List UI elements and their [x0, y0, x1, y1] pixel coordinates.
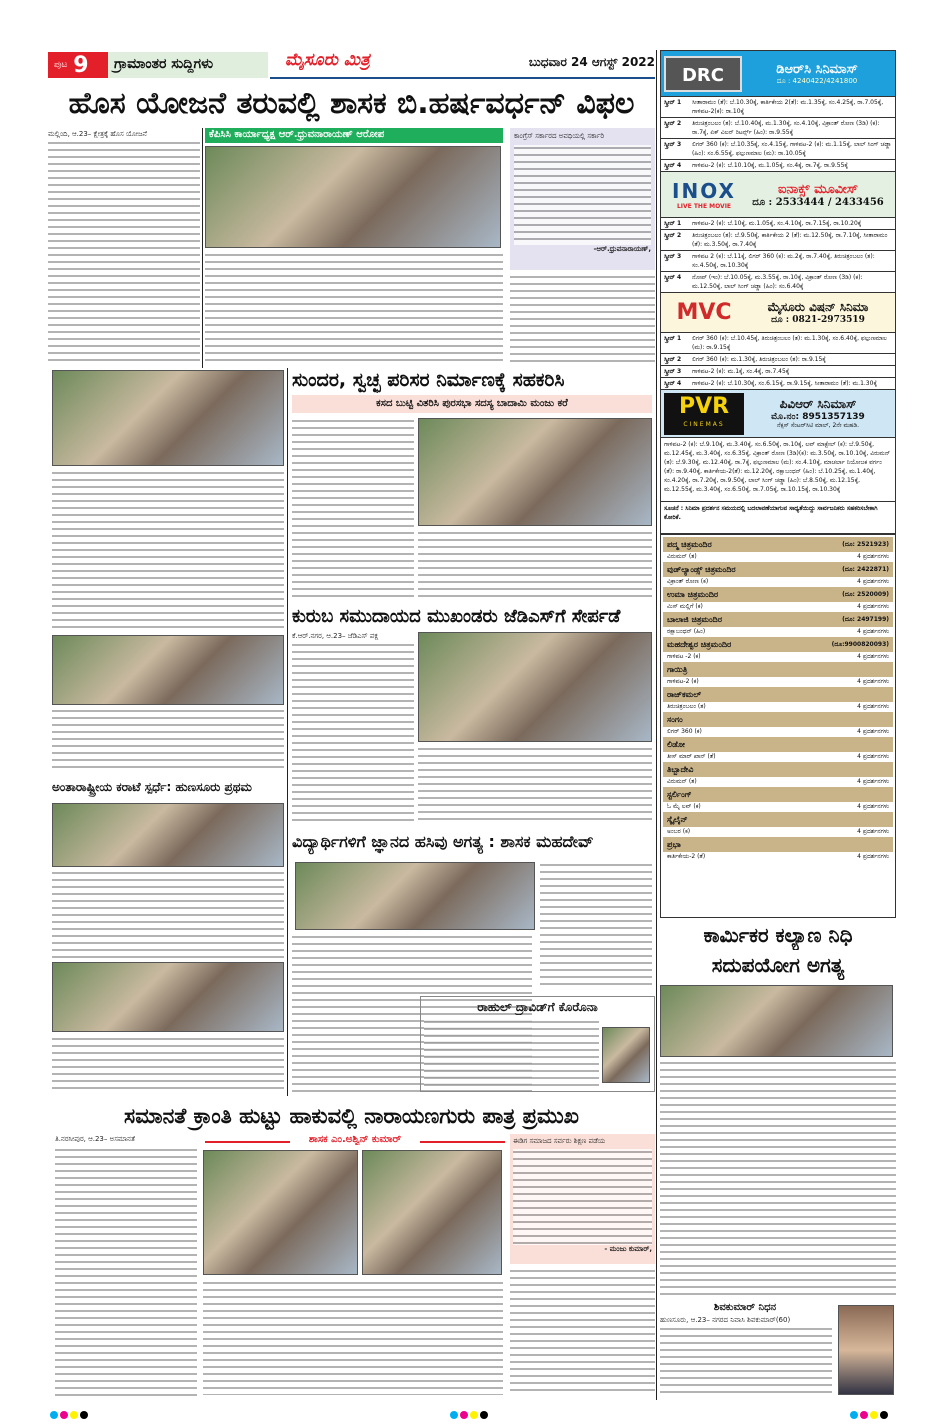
registration-marks: [450, 1404, 490, 1423]
pvr-logo: [664, 393, 744, 435]
theatre-name-band: [663, 787, 893, 802]
screen-label: ಸ್ಕ್ರೀನ್ 3: [664, 253, 682, 260]
rahul-dravid-box: [420, 996, 655, 1092]
article5-body: [540, 862, 652, 990]
obituary-headline: ಶಿವಕುಮಾರ್ ನಿಧನ: [713, 1302, 777, 1313]
theatre-show-row: [663, 577, 893, 587]
screen-label: ಸ್ಕ್ರೀನ್ 1: [664, 220, 682, 227]
article2-subhead: ಕಸದ ಬುಟ್ಟಿ ವಿತರಿಸಿ ಪುರಸಭಾ ಸದಸ್ಯ ಬಾದಾಮಿ ಮಂಜು ಕರೆ: [292, 395, 652, 413]
article3-headline: ಕುರುಬ ಸಮುದಾಯದ ಮುಖಂಡರು ಜೆಡಿಎಸ್‌ಗೆ ಸೇರ್ಪಡೆ: [292, 606, 621, 627]
lead-dateline: ಮಲ್ಲಿಂದಿ, ಆ.23– ಕ್ಷೇತ್ರಕ್ಕೆ ಹೊಸ ಯೋಜನೆ: [48, 130, 147, 138]
theatre-show-row: [663, 777, 893, 787]
show-count: 4 ಪ್ರದರ್ಶನಗಳು: [857, 678, 889, 685]
screen-label: ಸ್ಕ್ರೀನ್ 3: [664, 141, 682, 148]
movie-title: ಓ ಮೈ ಲವ್ (ಕ): [667, 803, 701, 810]
drc-row-4: [661, 159, 895, 171]
lead-headline: ಹೊಸ ಯೋಜನೆ ತರುವಲ್ಲಿ ಶಾಸಕ ಬಿ.ಹರ್ಷವರ್ಧನ್ ವಿಫಲ: [68, 86, 635, 121]
theatre-name-band: [663, 537, 893, 552]
inox-row-4: [661, 271, 895, 292]
show-count: 4 ಪ್ರದರ್ಶನಗಳು: [857, 853, 889, 860]
article3-body: [292, 642, 414, 822]
screen-label: ಸ್ಕ್ರೀನ್ 1: [664, 335, 682, 342]
movie-title: ಮಿಸ್ ಮಲ್ಲಿಗೆ (ಕ): [667, 603, 703, 610]
article2-body-2: [418, 530, 652, 600]
movie-title: ವಿರುಮನ್ (ತ): [667, 778, 697, 785]
article7-body: [55, 1147, 197, 1397]
registration-marks: [850, 1404, 890, 1423]
theatre-name: ರಾಜ್‌ಕಮಲ್: [667, 689, 702, 699]
screen-label: ಸ್ಕ್ರೀನ್ 4: [664, 274, 682, 281]
drc-name: ಡಿಆರ್‌ಸಿ ಸಿನಿಮಾಸ್: [776, 61, 858, 77]
lead-photo: [205, 146, 501, 248]
mvc-name: ಮೈಸೂರು ವಿಷನ್ ಸಿನಿಮಾ: [767, 300, 869, 314]
theatre-name: ಉಮಾ ಚಿತ್ರಮಂದಿರ: [667, 589, 719, 599]
inox-row-1: [661, 217, 895, 229]
inox-header: [661, 171, 895, 217]
article7-byline: ಶಾಸಕ ಎಂ.ಅಶ್ವಿನ್ ಕುಮಾರ್: [290, 1134, 420, 1145]
article8-headline-2: ಸದುಪಯೋಗ ಅಗತ್ಯ: [711, 953, 845, 977]
inox-phone: ದೂ : 2533444 / 2433456: [752, 196, 884, 208]
award-caption: [52, 1036, 284, 1092]
article2-headline: ಸುಂದರ, ಸ್ವಚ್ಛ ಪರಿಸರ ನಿರ್ಮಾಣಕ್ಕೆ ಸಹಕರಿಸಿ: [292, 369, 565, 391]
theatre-show-row: [663, 677, 893, 687]
theatre-phone: (ದೂ: 2497199): [842, 615, 889, 623]
obituary-text: ಹುಣಸೂರು, ಆ.23– ನಗರದ ನಿವಾಸಿ ಶಿವಕುಮಾರ್(60): [660, 1316, 791, 1324]
article5-headline: ವಿದ್ಯಾರ್ಥಿಗಳಿಗೆ ಜ್ಞಾನದ ಹಸಿವು ಅಗತ್ಯ : ಶಾಸಕ ಮಹದೇವ್: [292, 832, 594, 851]
article7-quote-author: - ಮಂಜು ಕುಮಾರ್,: [604, 1245, 652, 1253]
show-count: 4 ಪ್ರದರ್ಶನಗಳು: [857, 803, 889, 810]
masthead: ಮೈಸೂರು ಮಿತ್ರ: [285, 50, 370, 70]
article4-headline: ಅಂತಾರಾಷ್ಟ್ರೀಯ ಕರಾಟೆ ಸ್ಪರ್ಧೆ: ಹುಣಸೂರು ಪ್ರಥಮ: [52, 780, 252, 794]
drc-header: [661, 51, 895, 96]
theatre-show-row: [663, 827, 893, 837]
theatre-name: ವುಡ್‌ಲ್ಯಾಂಡ್ಸ್ ಚಿತ್ರಮಂದಿರ: [667, 564, 736, 574]
screen-label: ಸ್ಕ್ರೀನ್ 4: [664, 162, 682, 169]
drc-row-2: [661, 117, 895, 138]
article3-body-2: [418, 746, 652, 822]
tree-planting-body: [52, 470, 284, 630]
lead-body-3: [510, 274, 655, 364]
theatre-show-row: [663, 752, 893, 762]
article8-headline-1: ಕಾರ್ಮಿಕರ ಕಲ್ಯಾಣ ನಿಧಿ: [703, 923, 853, 947]
registration-marks: [50, 1404, 90, 1423]
theatre-name-band: [663, 712, 893, 727]
show-count: 4 ಪ್ರದರ್ಶನಗಳು: [857, 603, 889, 610]
theatre-phone: (ದೂ:9900820093): [831, 640, 889, 648]
column-divider: [287, 368, 288, 1096]
theatre-name-band: [663, 687, 893, 702]
article3-dateline: ಕೆ.ಆರ್.ನಗರ, ಆ.23– ಜೆಡಿಎಸ್ ಪಕ್ಷ: [292, 632, 379, 640]
section-title: ಗ್ರಾಮಾಂತರ ಸುದ್ದಿಗಳು: [108, 52, 268, 78]
show-count: 4 ಪ್ರದರ್ಶನಗಳು: [857, 628, 889, 635]
article7-quote-body: [513, 1149, 652, 1245]
theatre-list: [661, 533, 895, 864]
issue-date: ಬುಧವಾರ 24 ಆಗಸ್ಟ್ 2022: [528, 55, 655, 69]
article7-headline: ಸಮಾನತೆ ಕ್ರಾಂತಿ ಹುಟ್ಟು ಹಾಕುವಲ್ಲಿ ನಾರಾಯಣಗುರು ಪಾತ್ರ ಪ್ರಮುಖ: [124, 1104, 579, 1128]
lead-quote-author: -ಆರ್.ಧ್ರುವನಾರಾಯಣ್,: [593, 245, 651, 253]
header-rule: [270, 77, 655, 79]
pvr-showtimes: ಗಾಳಿಪಟ-2 (ಕ): ಬೆ.9.10ಕ್ಕೆ, ಮ.3.40ಕ್ಕೆ, ಸಂ.6.50ಕ್ಕೆ, ರಾ.10ಕ್ಕೆ, ಲವ್ ಮಾಕ್ಟೇಲ್ (ಕ): ಬೆ.9.50ಕ್ಕೆ, ಮ.12.45ಕ್ಕೆ, ಮ.3.40ಕ್ಕೆ, ಸಂ.6.35ಕ್ಕೆ, ವಿಕ್ರಾಂತ್ ರೋಣ (3ಡಿ)(ಕ): ಮ.3.50ಕ್ಕೆ, ರಾ.10.10ಕ್ಕೆ, ವಿರುಮನ್ (ತ): ಬೆ.9.30ಕ್ಕೆ, ಮ.12.40ಕ್ಕೆ, ರಾ.7ಕ್ಕೆ, ಫಲ್ಗುಣಮಾಲ (ಮ): ಸಂ.4.10ಕ್ಕೆ, ಮಾಚರ್ಲಾ ನಿಯೋಜಕ ವರ್ಗಂ (ತೆ): ರಾ.9.40ಕ್ಕೆ, ಕಾರ್ತಿಕೇಯ-2(ತೆ): ಮ.12.20ಕ್ಕೆ, ರಕ್ಷಾಬಂಧನ್ (ಹಿಂ): ಬೆ.10.25ಕ್ಕೆ, ಮ.1.40ಕ್ಕೆ, ಸಂ.4.20ಕ್ಕೆ, ರಾ.7.20ಕ್ಕೆ, ರಾ.9.50ಕ್ಕೆ, ಲಾಲ್ ಸಿಂಗ್ ಚಡ್ಡಾ (ಹಿಂ): ಬೆ.8.50ಕ್ಕೆ, ಮ.12.15ಕ್ಕೆ, ಮ.12.55ಕ್ಕೆ, ಮ.3.40ಕ್ಕೆ, ಸಂ.6.50ಕ್ಕೆ, ರಾ.7.05ಕ್ಕೆ, ರಾ.10.15ಕ್ಕೆ, ರಾ.10.30ಕ್ಕೆ: [661, 437, 895, 501]
drc-logo: DRC: [664, 56, 742, 92]
article8-photo: [660, 985, 893, 1057]
screen-label: ಸ್ಕ್ರೀನ್ 2: [664, 232, 682, 239]
screen-label: ಸ್ಕ್ರೀನ್ 4: [664, 380, 682, 387]
mvc-header: [661, 292, 895, 332]
theatre-name-band: [663, 837, 893, 852]
drc-row-1: [661, 96, 895, 117]
pvr-header: [661, 389, 895, 437]
theatre-phone: (ದೂ: 2520009): [842, 590, 889, 598]
pvr-logo-sub: CINEMAS: [683, 420, 725, 428]
theatre-name-band: [663, 812, 893, 827]
theatre-name-band: [663, 612, 893, 627]
showtimes: ತಿರುಚಿತ್ರಂಬಲಂ (ತ): ಬೆ.10.40ಕ್ಕೆ, ಮ.1.30ಕ್ಕೆ, ಸಂ.4.10ಕ್ಕೆ, ವಿಕ್ರಾಂತ್ ರೋಣ (3ಡಿ) (ಕ): ರಾ.7ಕ್ಕೆ, ಏಕ್ ವಿಲನ್ ರಿಟರ್ನ್ಸ್ (ಹಿಂ): ರಾ.9.55ಕ್ಕೆ: [692, 120, 880, 136]
theatre-show-row: [663, 552, 893, 562]
article7-quote: ಈಡಿಗ ಸಮಾಜದ ಸರ್ವರು ಶಿಕ್ಷಣ ಪಡೆಯ: [513, 1137, 606, 1145]
show-count: 4 ಪ್ರದರ್ಶನಗಳು: [857, 778, 889, 785]
narayanaguru-photo-2: [362, 1150, 502, 1275]
show-count: 4 ಪ್ರದರ್ಶನಗಳು: [857, 578, 889, 585]
group-photo: [52, 635, 284, 705]
movie-title: ಗಾಳಿಪಟ -2 (ಕ): [667, 653, 701, 660]
theatre-name-band: [663, 637, 893, 652]
show-count: 4 ಪ್ರದರ್ಶನಗಳು: [857, 553, 889, 560]
screen-label: ಸ್ಕ್ರೀನ್ 2: [664, 120, 682, 127]
theatre-show-row: [663, 702, 893, 712]
show-count: 4 ಪ್ರದರ್ಶನಗಳು: [857, 653, 889, 660]
article2-photo: [418, 418, 652, 526]
inox-row-3: [661, 250, 895, 271]
cinema-notice: ಸೂಚನೆ : ಸಿನಿಮಾ ಪ್ರದರ್ಶನ ಸಮಯದಲ್ಲಿ ಬದಲಾವಣೆಯಾಗುವ ಸಾಧ್ಯತೆಯಿದ್ದು ಸಾರ್ವಜನಿಕರು ಸಹಕರಿಸಬೇಕಾಗಿ ಕೋರಿಕೆ.: [661, 501, 895, 533]
tree-planting-photo: [52, 370, 284, 466]
article7-body-3: [510, 1268, 655, 1396]
theatre-name: ಬಾಲಾಜಿ ಚಿತ್ರಮಂದಿರ: [667, 614, 722, 624]
showtimes: ಲಿಗರ್ 360 (ಕ): ಮ.1.30ಕ್ಕೆ, ತಿರುಚಿತ್ರಂಬಲಂ (ತ): ರಾ.9.15ಕ್ಕೆ: [692, 356, 826, 363]
theatre-show-row: [663, 652, 893, 662]
karate-photo: [52, 803, 284, 867]
show-count: 4 ಪ್ರದರ್ಶನಗಳು: [857, 828, 889, 835]
showtimes: ಗಾಳಿಪಟ-2 (ಕ): ಬೆ.10.30ಕ್ಕೆ, ಸಂ.6.15ಕ್ಕೆ, ರಾ.9.15ಕ್ಕೆ, ಸೀತಾರಾಮಂ (ತೆ): ಮ.1.30ಕ್ಕೆ: [692, 380, 877, 387]
movie-title: ಗಾಳಿಪಟ-2 (ಕ): [667, 678, 699, 685]
mvc-row-3: [661, 365, 895, 377]
show-count: 4 ಪ್ರದರ್ಶನಗಳು: [857, 703, 889, 710]
obituary-photo: [838, 1305, 894, 1395]
movie-title: ತಿರುಚಿತ್ರಂಬಲಂ (ತ): [667, 703, 706, 710]
showtimes: ನೋಪ್ (ಇಂ): ಬೆ.10.05ಕ್ಕೆ, ಮ.3.55ಕ್ಕೆ, ರಾ.10ಕ್ಕೆ, ವಿಕ್ರಾಂತ್ ರೋಣ (3ಡಿ) (ಕ): ಮ.12.50ಕ್ಕೆ, ಲಾಲ್ ಸಿಂಗ್ ಚಡ್ಡಾ (ಹಿಂ): ಸಂ.6.40ಕ್ಕೆ: [692, 274, 863, 290]
movie-title: ವಿಕ್ರಾಂತ್ ರೋಣ (ಕ): [667, 578, 709, 585]
theatre-name-band: [663, 587, 893, 602]
showtimes: ತಿರುಚಿತ್ರಂಬಲಂ (ತ): ಬೆ.9.50ಕ್ಕೆ, ಕಾರ್ತಿಕೇಯ 2 (ತೆ): ಮ.12.50ಕ್ಕೆ, ರಾ.7.10ಕ್ಕೆ, ಸೀತಾರಾಮಂ (ತೆ): ಮ.3.50ಕ್ಕೆ, ರಾ.7.40ಕ್ಕೆ: [692, 232, 888, 248]
theatre-name: ಮಹದೇಶ್ವರ ಚಿತ್ರಮಂದಿರ: [667, 639, 732, 649]
narayanaguru-photo: [203, 1150, 358, 1275]
inox-logo: INOX: [672, 179, 736, 203]
article6-body: [424, 1019, 599, 1087]
article3-photo: [418, 632, 652, 742]
showtimes: ಲಿಗರ್ 360 (ಕ): ಬೆ.10.35ಕ್ಕೆ, ಸಂ.4.15ಕ್ಕೆ, ಗಾಳಿಪಟ-2 (ಕ): ಮ.1.15ಕ್ಕೆ, ಲಾಲ್ ಸಿಂಗ್ ಚಡ್ಡಾ (ಹಿಂ): ಸಂ.6.55ಕ್ಕೆ, ಫಲ್ಗುಣಮಾಲ (ಮ): ರಾ.10.05ಕ್ಕೆ: [692, 141, 892, 157]
rahul-dravid-photo: [602, 1027, 650, 1083]
theatre-show-row: [663, 602, 893, 612]
movie-title: ವಿರುಮನ್ (ತ): [667, 553, 697, 560]
showtimes: ಗಾಳಿಪಟ-2 (ಕ): ಮ.1ಕ್ಕೆ, ಸಂ.4ಕ್ಕೆ, ರಾ.7.45ಕ್ಕೆ: [692, 368, 790, 375]
column-divider: [656, 50, 657, 1400]
theatre-name: ಲಿಡೋ: [667, 739, 685, 749]
screen-label: ಸ್ಕ್ರೀನ್ 1: [664, 99, 682, 106]
showtimes: ಲಿಗರ್ 360 (ಕ): ಬೆ.10.45ಕ್ಕೆ, ತಿರುಚಿತ್ರಂಬಲಂ (ತ): ಮ.1.30ಕ್ಕೆ, ಸಂ.6.40ಕ್ಕೆ, ಫಲ್ಗುಣಮಾಲ (ಮ): ರಾ.9.15ಕ್ಕೆ: [692, 335, 887, 351]
pvr-phone: ಮೊ.ನಂ: 8951357139: [771, 412, 865, 422]
mvc-row-1: [661, 332, 895, 353]
pvr-address: ನೆಕ್ಸಸ್ ಸೆಂಟರ್‌ಸಿಟಿ ಮಾಲ್, 2ನೇ ಮಹಡಿ.: [776, 422, 860, 429]
column-divider: [202, 128, 203, 368]
screen-label: ಸ್ಕ್ರೀನ್ 2: [664, 356, 682, 363]
theatre-name: ಸಂಗಂ: [667, 714, 683, 724]
lead-quote-box: [510, 128, 655, 270]
theatre-name: ಸ್ಟರ್ಲಿಂಗ್: [667, 789, 692, 799]
showtimes: ಗಾಳಿಪಟ-2 (ಕ): ಬೆ.10.10ಕ್ಕೆ, ಮ.1.05ಕ್ಕೆ, ಸಂ.4ಕ್ಕೆ, ರಾ.7ಕ್ಕೆ, ರಾ.9.55ಕ್ಕೆ: [692, 162, 848, 169]
lead-body-2: [205, 252, 503, 362]
page-number: 9: [73, 52, 89, 78]
group-photo-caption: [52, 708, 284, 770]
page-label: ಪುಟ: [54, 60, 68, 70]
page-number-box: [48, 52, 108, 78]
showtimes: ಗಾಳಿಪಟ 2 (ಕ): ಬೆ.11ಕ್ಕೆ, ಲಿಗರ್ 360 (ಕ): ಮ.2ಕ್ಕೆ, ರಾ.7.40ಕ್ಕೆ, ತಿರುಚಿತ್ರಂಬಲಂ (ತ): ಸಂ.4.50ಕ್ಕೆ, ರಾ.10.30ಕ್ಕೆ: [692, 253, 875, 269]
movie-title: ಲಿಗರ್ 360 (ಕ): [667, 728, 702, 735]
lead-subhead: ಕೆಪಿಸಿಸಿ ಕಾರ್ಯಾಧ್ಯಕ್ಷ ಆರ್.ಧ್ರುವನಾರಾಯಣ್ ಆರೋಪ: [205, 128, 503, 143]
article5-photo: [295, 862, 535, 930]
article7-quote-box: [510, 1134, 655, 1264]
showtimes: ಸೀತಾರಾಮಂ (ತೆ): ಬೆ.10.30ಕ್ಕೆ, ಕಾರ್ತಿಕೇಯ 2(ತೆ): ಮ.1.35ಕ್ಕೆ, ಸಂ.4.25ಕ್ಕೆ, ರಾ.7.05ಕ್ಕೆ, ಗಾಳಿಪಟ-2(ಕ): ರಾ.10ಕ್ಕೆ: [692, 99, 884, 115]
inox-name: ಐನಾಕ್ಸ್ ಮೂವೀಸ್: [778, 181, 858, 197]
article8-body: [660, 1060, 896, 1298]
pvr-name: ಪಿವಿಆರ್ ಸಿನಿಮಾಸ್: [779, 397, 857, 411]
article2-body: [292, 418, 414, 598]
theatre-name: ಸ್ಕೈಲೈನ್: [667, 814, 688, 824]
mvc-row-2: [661, 353, 895, 365]
mvc-phone: ದೂ : 0821-2973519: [771, 315, 865, 325]
drc-row-3: [661, 138, 895, 159]
theatre-name: ತಿಬ್ಬಾದೇವಿ: [667, 764, 694, 774]
showtimes: ಗಾಳಿಪಟ-2 (ಕ): ಬೆ.10ಕ್ಕೆ, ಮ.1.05ಕ್ಕೆ, ಸಂ.4.10ಕ್ಕೆ, ರಾ.7.15ಕ್ಕೆ, ರಾ.10.20ಕ್ಕೆ: [692, 220, 862, 227]
pvr-logo-text: PVR: [678, 393, 730, 419]
mvc-logo: MVC: [676, 300, 732, 325]
show-count: 4 ಪ್ರದರ್ಶನಗಳು: [857, 728, 889, 735]
movie-title: ತೀಸ್ ಮಾರ್ ಖಾನ್ (ತೆ): [667, 753, 716, 760]
quote-body: [514, 145, 651, 245]
theatre-name-band: [663, 662, 893, 677]
theatre-phone: (ದೂ: 2521923): [842, 540, 889, 548]
theatre-show-row: [663, 727, 893, 737]
movie-title: ಅಂಬರ (ಕ): [667, 828, 691, 835]
obituary-body: [660, 1326, 832, 1396]
theatre-name: ಪ್ರಭಾ: [667, 839, 681, 849]
article7-dateline: ತಿ.ನರಸೀಪುರ, ಆ.23– ಅಸಮಾನತೆ: [55, 1135, 135, 1143]
cinema-column: [660, 50, 896, 918]
theatre-phone: (ದೂ: 2422871): [842, 565, 889, 573]
theatre-name-band: [663, 762, 893, 777]
theatre-show-row: [663, 802, 893, 812]
mvc-row-4: [661, 377, 895, 389]
lead-body: [48, 140, 200, 365]
theatre-name-band: [663, 562, 893, 577]
drc-phone: ದೂ : 4240422/4241800: [776, 76, 858, 85]
theatre-show-row: [663, 627, 893, 637]
article6-headline: ರಾಹುಲ್ ದ್ರಾವಿಡ್‌ಗೆ ಕೊರೊನಾ: [477, 1000, 598, 1014]
karate-body: [52, 870, 284, 958]
show-count: 4 ಪ್ರದರ್ಶನಗಳು: [857, 753, 889, 760]
award-photo: [52, 962, 284, 1032]
inox-tagline: LIVE THE MOVIE: [676, 203, 732, 210]
theatre-name: ಪದ್ಮ ಚಿತ್ರಮಂದಿರ: [667, 539, 712, 549]
inox-row-2: [661, 229, 895, 250]
screen-label: ಸ್ಕ್ರೀನ್ 3: [664, 368, 682, 375]
theatre-name: ಗಾಯಿತ್ರಿ: [667, 664, 688, 674]
movie-title: ರಕ್ಷಾಬಂಧನ್ (ಹಿಂ): [667, 628, 706, 635]
theatre-show-row: [663, 852, 893, 862]
article7-body-2: [203, 1280, 503, 1395]
theatre-name-band: [663, 737, 893, 752]
movie-title: ಕಾರ್ತಿಕೇಯ-2 (ತೆ): [667, 853, 706, 860]
lead-quote: ಕಾಂಗ್ರೆಸ್ ಸರ್ಕಾರದ ಅವಧಿಯಲ್ಲಿ ಸರ್ಕಾರಿ: [514, 132, 605, 140]
